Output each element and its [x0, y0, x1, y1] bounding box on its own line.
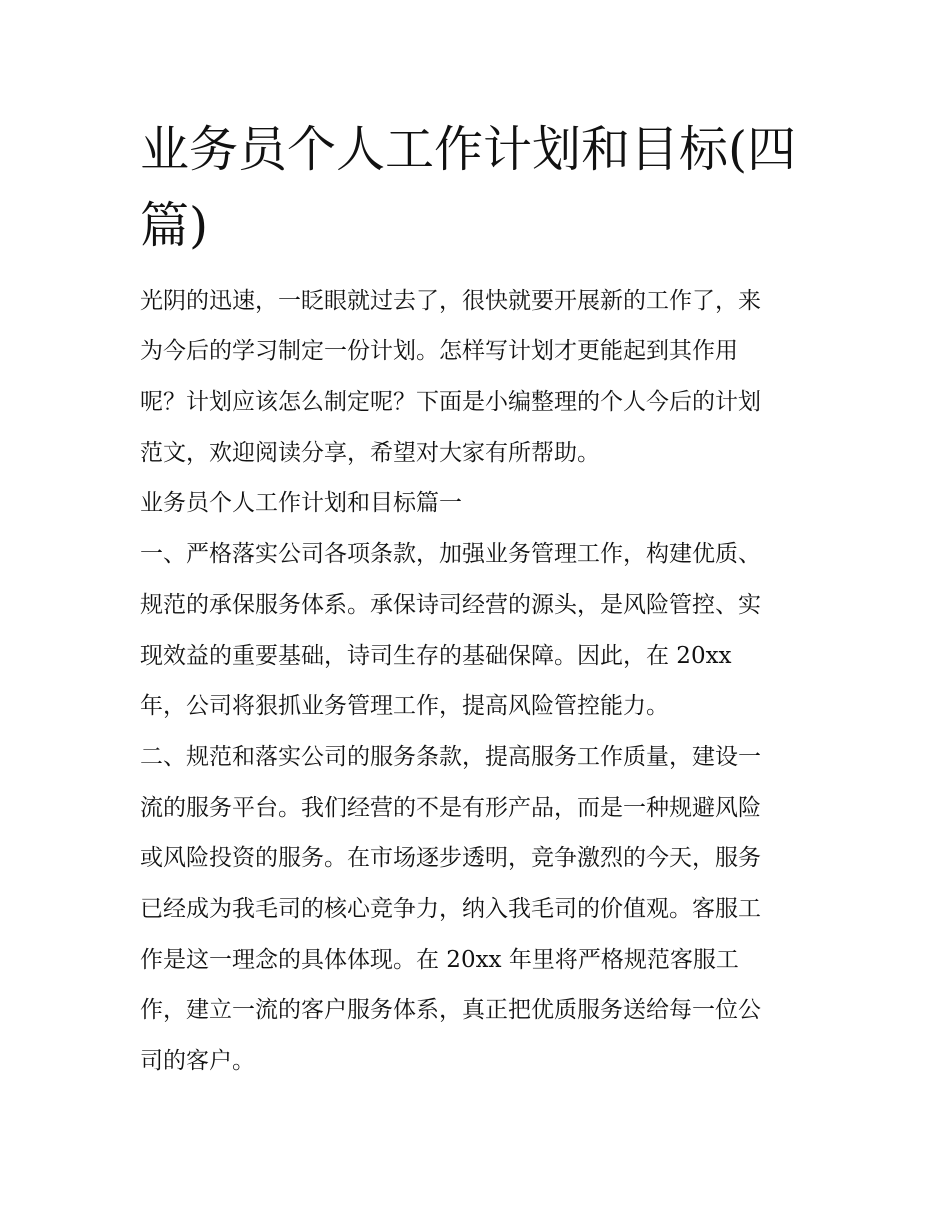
body-line: 年，公司将狠抓业务管理工作，提高风险管控能力。 — [140, 693, 669, 719]
body-line: 作是这一理念的具体体现。在 20xx 年里将严格规范客服工 — [140, 947, 739, 973]
body-line: 流的服务平台。我们经营的不是有形产品，而是一种规避风险 — [140, 795, 761, 821]
section-heading: 业务员个人工作计划和目标篇一 — [140, 490, 462, 516]
body-line: 一、严格落实公司各项条款，加强业务管理工作，构建优质、 — [140, 541, 761, 567]
body-line: 光阴的迅速，一眨眼就过去了，很快就要开展新的工作了，来 — [140, 288, 761, 314]
body-line: 范文，欢迎阅读分享，希望对大家有所帮助。 — [140, 440, 600, 466]
body-line: 呢？计划应该怎么制定呢？下面是小编整理的个人今后的计划 — [140, 389, 761, 415]
body-line: 规范的承保服务体系。承保诗司经营的源头，是风险管控、实 — [140, 592, 761, 618]
body-line: 为今后的学习制定一份计划。怎样写计划才更能起到其作用 — [140, 338, 738, 364]
body-line: 二、规范和落实公司的服务条款，提高服务工作质量，建设一 — [140, 744, 761, 770]
body-line: 司的客户。 — [140, 1048, 255, 1074]
body-line: 作，建立一流的客户服务体系，真正把优质服务送给每一位公 — [140, 997, 761, 1023]
body-line: 已经成为我毛司的核心竞争力，纳入我毛司的价值观。客服工 — [140, 896, 761, 922]
document-title: 业务员个人工作计划和目标(四篇) — [140, 121, 797, 254]
body-line: 或风险投资的服务。在市场逐步透明，竞争激烈的今天，服务 — [140, 845, 761, 871]
body-line: 现效益的重要基础，诗司生存的基础保障。因此，在 20xx — [140, 643, 732, 669]
